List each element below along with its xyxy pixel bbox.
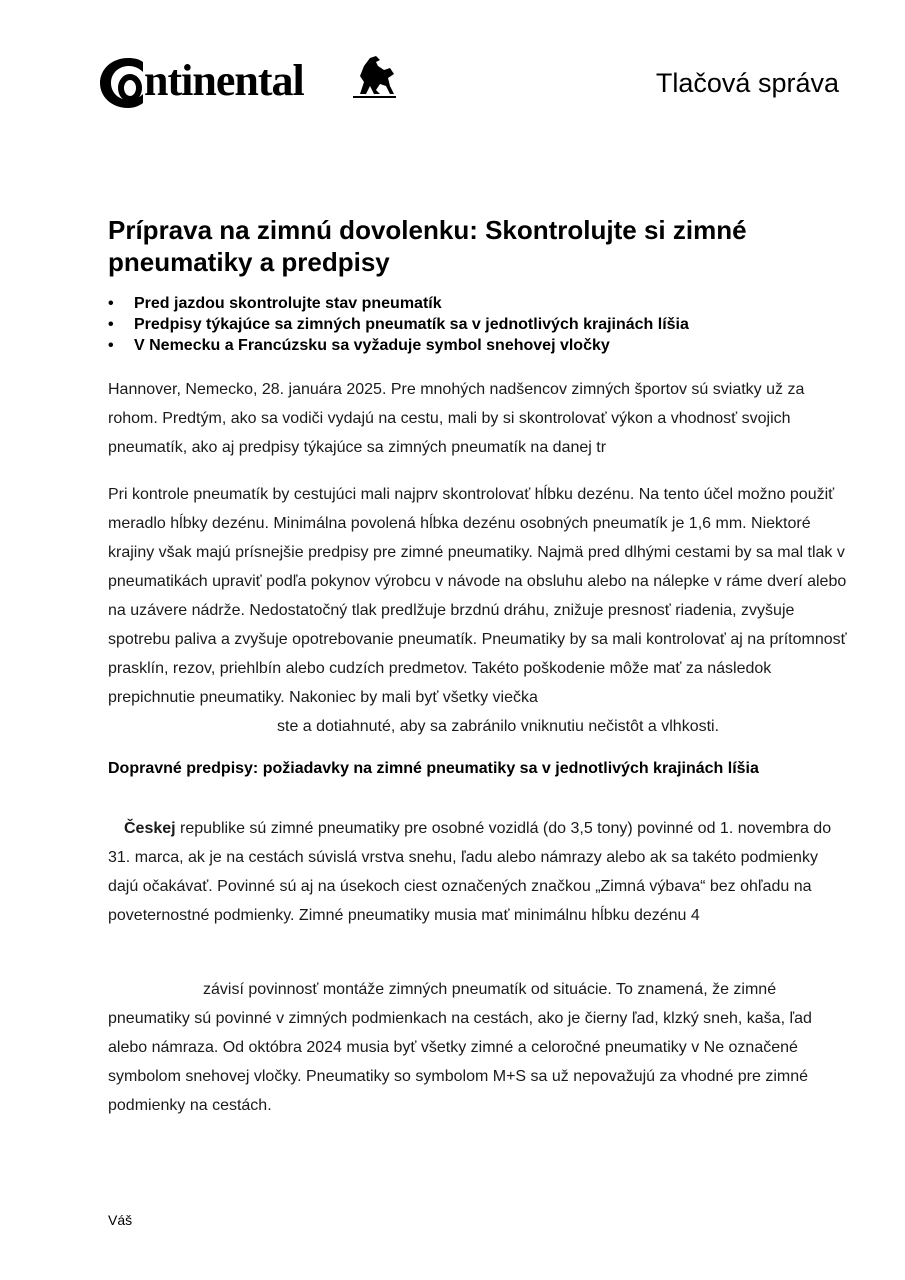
- key-point-text: V Nemecku a Francúzsku sa vyžaduje symbol snehovej vločky: [134, 337, 610, 354]
- article-title: Príprava na zimnú dovolenku: Skontrolujte si zimné pneumatiky a predpisy: [108, 215, 747, 277]
- continental-logo: [98, 52, 398, 110]
- germany-rules-text: závisí povinnosť montáže zimných pneumatík od situácie. To znamená, že zimné pneumatiky sú povinné v zimných podmienkach na cestách, ako je čierny ľad, klzký sneh, kaša, ľad alebo námraza. Od októbra 2024 musia byť všetky zimné a celoročné pneumatiky v Ne označené symbolom snehovej vločky. Pneumatiky so symbolom M+S sa už nepovažujú za vhodné pre zimné podmienky na cestách.: [108, 981, 812, 1114]
- svg-text:ntinental: ntinental: [144, 56, 304, 105]
- germany-rules-paragraph: [108, 975, 848, 1120]
- section-heading: Dopravné predpisy: požiadavky na zimné pneumatiky sa v jednotlivých krajinách líšia: [108, 760, 759, 777]
- footer-text: Váš: [108, 1212, 133, 1228]
- key-point-text: Predpisy týkajúce sa zimných pneumatík sa v jednotlivých krajinách líšia: [134, 316, 689, 333]
- document-type-label: Tlačová správa: [655, 68, 839, 98]
- tire-check-paragraph: Pri kontrole pneumatík by cestujúci mali najprv skontrolovať hĺbku dezénu. Na tento účel možno použiť meradlo hĺbky dezénu. Minimálna povolená hĺbka dezénu osobných pneumatík je 1,6 mm. Niektoré krajiny však majú prísnejšie predpisy pre zimné pneumatiky. Najmä pred dlhými cestami by sa mal tlak v pneumatikách upraviť podľa pokynov výrobcu v návode na obsluhu alebo na nálepke v ráme dverí alebo na uzávere nádrže. Nedostatočný tlak predlžuje brzdnú dráhu, znižuje presnosť riadenia, zvyšuje spotrebu paliva a zvyšuje opotrebovanie pneumatík. Pneumatiky by sa mali kontrolovať aj na prítomnosť prasklín, rezov, priehlbín alebo cudzích predmetov. Takéto poškodenie môže mať za následok prepichnutie pneumatiky. Nakoniec by mali byť všetky viečka: [108, 486, 847, 706]
- key-point-item: [108, 293, 689, 314]
- key-point-item: [108, 314, 689, 335]
- key-points-list: [108, 293, 689, 356]
- bullet-icon: •: [108, 316, 114, 333]
- czech-rules-paragraph: [108, 814, 848, 930]
- tire-check-paragraph-tail: ste a dotiahnuté, aby sa zabránilo vniknutiu nečistôt a vlhkosti.: [277, 718, 720, 735]
- czech-rules-text: republike sú zimné pneumatiky pre osobné vozidlá (do 3,5 tony) povinné od 1. novembra do 31. marca, ak je na cestách súvislá vrstva snehu, ľadu alebo námrazy alebo ak sa takéto podmienky dajú očakávať. Povinné sú aj na úsekoch ciest označených značkou „Zimná výbava“ bez ohľadu na poveternostné podmienky. Zimné pneumatiky musia mať minimálnu hĺbku dezénu 4: [108, 820, 832, 924]
- key-point-item: [108, 335, 689, 356]
- bullet-icon: •: [108, 295, 114, 312]
- bullet-icon: •: [108, 337, 114, 354]
- country-lead: Českej: [124, 820, 176, 837]
- intro-paragraph: Hannover, Nemecko, 28. januára 2025. Pre mnohých nadšencov zimných športov sú sviatky už za rohom. Predtým, ako sa vodiči vydajú na cestu, mali by si skontrolovať výkon a vhodnosť svojich pneumatík, ako aj predpisy týkajúce sa zimných pneumatík na danej tr: [108, 381, 805, 456]
- key-point-text: Pred jazdou skontrolujte stav pneumatík: [134, 295, 442, 312]
